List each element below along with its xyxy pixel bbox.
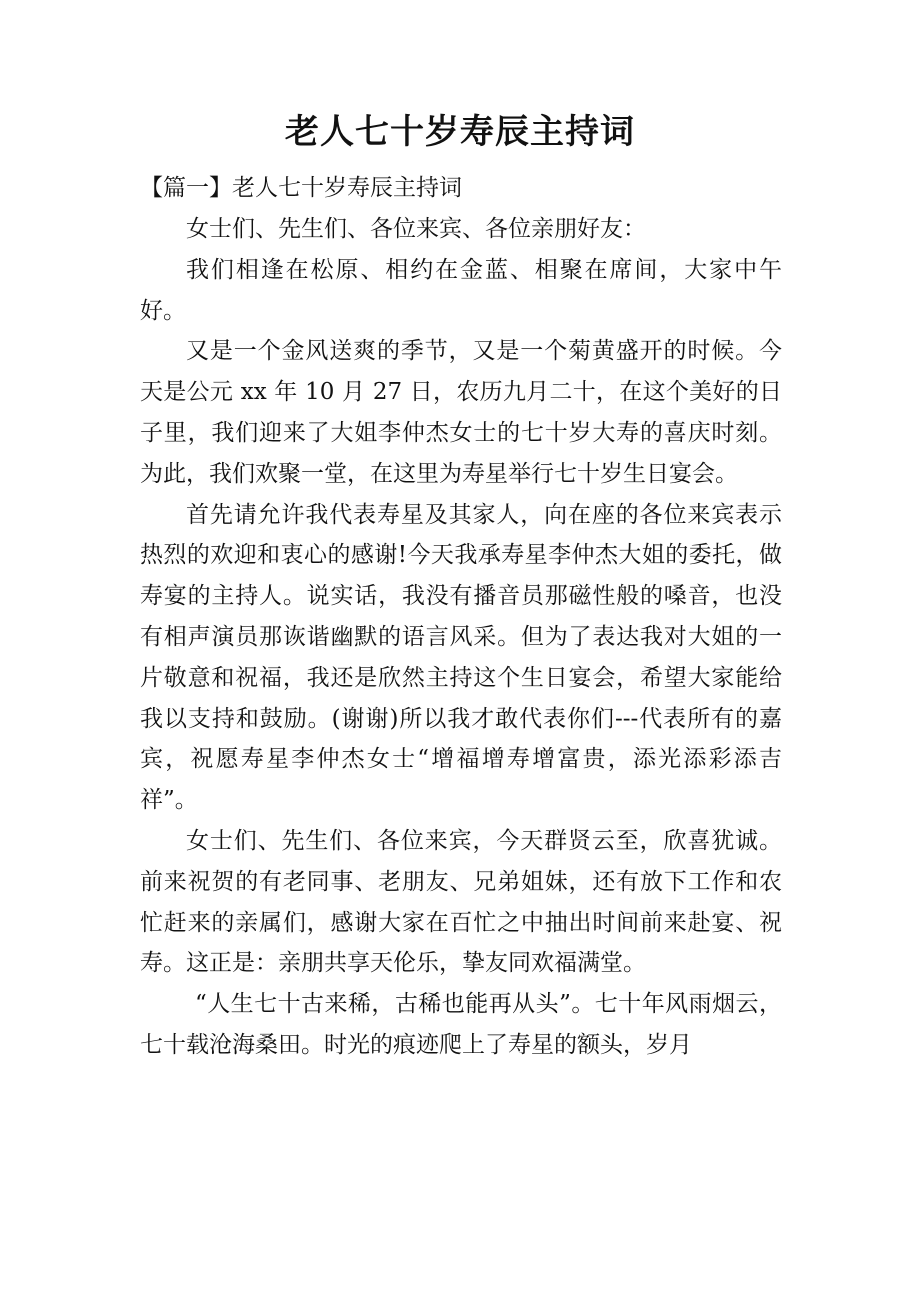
- document-body: [140, 209, 782, 1066]
- paragraph-greeting: 女士们、先生们、各位来宾、各位亲朋好友：: [186, 216, 646, 242]
- paragraph-guests: 女士们、先生们、各位来宾，今天群贤云至，欣喜犹诚。前来祝贺的有老同事、老朋友、兄弟姐妹，还有放下工作和农忙赶来的亲属们，感谢大家在百忙之中抽出时间前来赴宴、祝寿。这正是：亲朋共享天伦乐，挚友同欢福满堂。: [140, 827, 782, 977]
- paragraph-occasion: 又是一个金风送爽的季节，又是一个菊黄盛开的时候。今天是公元 xx 年 10 月 27 日，农历九月二十，在这个美好的日子里，我们迎来了大姐李仲杰女士的七十岁大寿的喜庆时刻。为此，我们欢聚一堂，在这里为寿星举行七十岁生日宴会。: [140, 338, 782, 487]
- section-heading: 【篇一】老人七十岁寿辰主持词: [140, 175, 462, 201]
- paragraph-welcome: 我们相逢在松原、相约在金蓝、相聚在席间，大家中午好。: [140, 256, 782, 324]
- paragraph-tribute: “人生七十古来稀，古稀也能再从头”。七十年风雨烟云，七十载沧海桑田。时光的痕迹爬上了寿星的额头，岁月: [140, 991, 782, 1058]
- paragraph-host-intro: 首先请允许我代表寿星及其家人，向在座的各位来宾表示热烈的欢迎和衷心的感谢!今天我承寿星李仲杰大姐的委托，做寿宴的主持人。说实话，我没有播音员那磁性般的嗓音，也没有相声演员那诙谐幽默的语言风采。但为了表达我对大姐的一片敬意和祝福，我还是欣然主持这个生日宴会，希望大家能给我以支持和鼓励。(谢谢)所以我才敢代表你们---代表所有的嘉宾，祝愿寿星李仲杰女士“增福增寿增富贵，添光添彩添吉祥”。: [140, 501, 782, 814]
- document-title: 老人七十岁寿辰主持词: [285, 112, 635, 152]
